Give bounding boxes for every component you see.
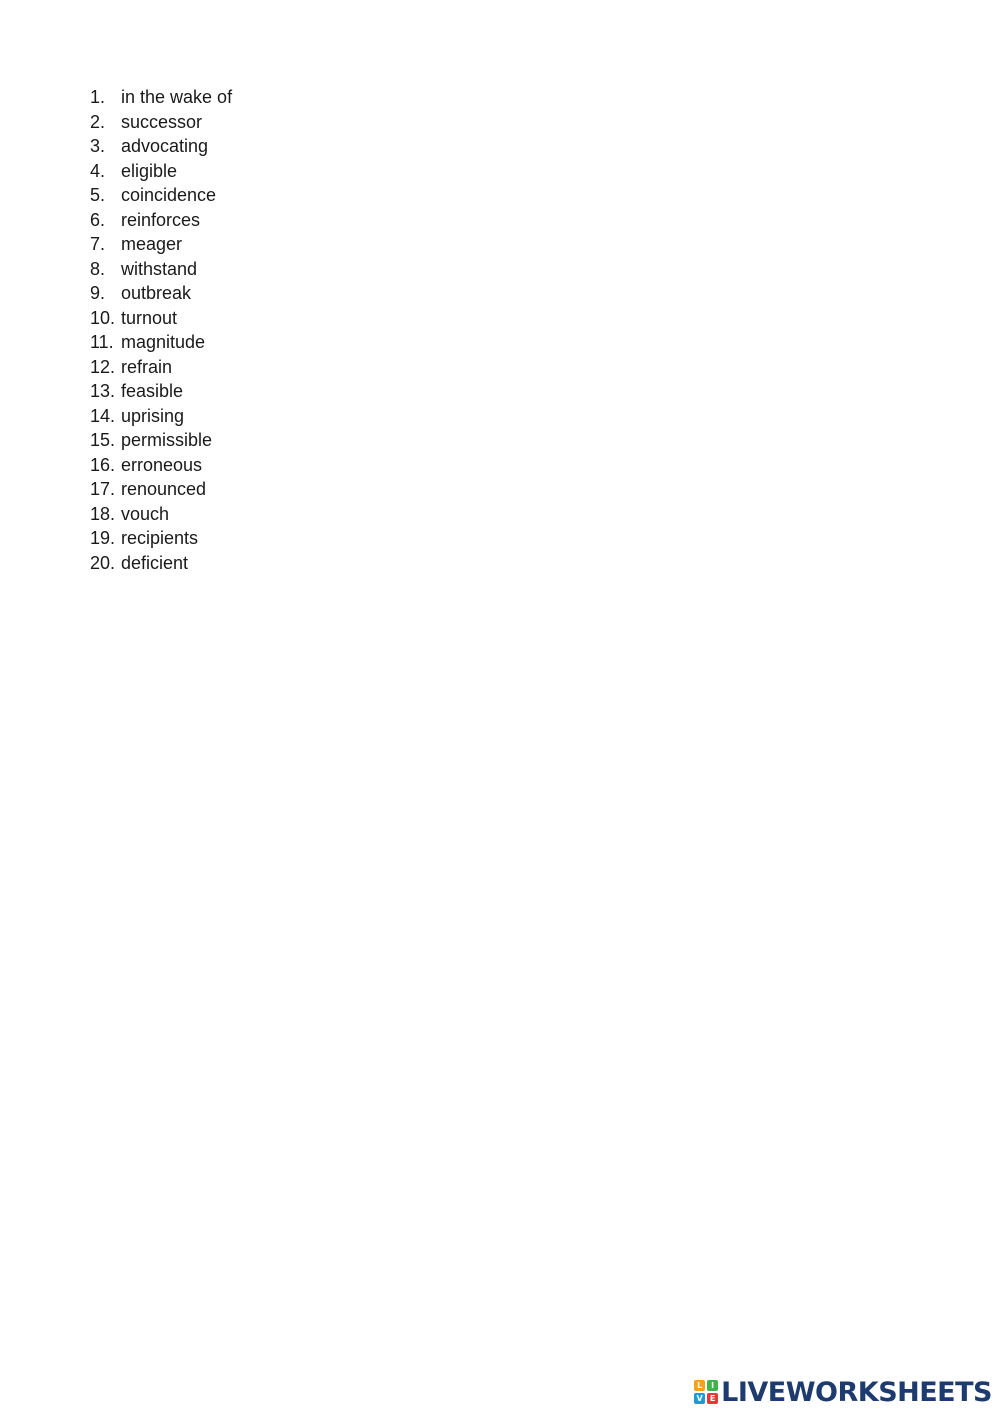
item-number: 15. (90, 430, 116, 450)
item-number: 11. (90, 332, 114, 352)
list-item (90, 85, 232, 110)
list-item (90, 502, 232, 527)
list-item (90, 404, 232, 429)
item-number: 4. (90, 160, 106, 181)
item-word: reinforces (121, 209, 201, 230)
item-word: refrain (121, 356, 173, 377)
item-number: 7. (90, 234, 106, 254)
item-word: recipients (121, 528, 199, 548)
logo-tile: I (707, 1380, 718, 1391)
item-number: 19. (90, 528, 116, 548)
list-item (90, 355, 232, 380)
item-word: successor (121, 111, 203, 132)
item-word: advocating (121, 136, 209, 156)
logo-tile: E (707, 1393, 718, 1404)
list-item (90, 306, 232, 331)
item-word: withstand (121, 258, 198, 279)
brand-wordmark: LIVEWORKSHEETS (721, 1376, 992, 1408)
logo-tile: L (694, 1380, 705, 1391)
list-item (90, 208, 232, 233)
item-number: 3. (90, 136, 106, 156)
item-number: 9. (90, 283, 106, 303)
logo-tile: V (694, 1393, 705, 1404)
list-item (90, 134, 232, 159)
list-item (90, 110, 232, 135)
item-number: 13. (90, 381, 116, 401)
liveworksheets-brand (694, 1377, 992, 1407)
list-item (90, 379, 232, 404)
answer-list (90, 85, 232, 575)
list-item (90, 330, 232, 355)
item-number: 17. (90, 479, 116, 499)
item-word: vouch (121, 503, 170, 524)
list-item (90, 453, 232, 478)
item-word: deficient (121, 552, 189, 573)
list-item (90, 428, 232, 453)
item-word: erroneous (121, 454, 203, 475)
item-number: 18. (90, 503, 116, 524)
item-number: 1. (90, 87, 106, 107)
list-item (90, 183, 232, 208)
item-word: permissible (121, 430, 213, 450)
item-word: coincidence (121, 185, 217, 205)
item-word: uprising (121, 405, 185, 426)
item-word: in the wake of (121, 87, 233, 107)
item-number: 14. (90, 405, 116, 426)
item-word: feasible (121, 381, 184, 401)
list-item (90, 257, 232, 282)
item-word: outbreak (121, 283, 192, 303)
item-word: magnitude (121, 332, 206, 352)
list-item (90, 477, 232, 502)
item-number: 20. (90, 552, 116, 573)
list-item (90, 232, 232, 257)
item-number: 10. (90, 307, 116, 328)
liveworksheets-logo-icon (694, 1380, 718, 1404)
item-number: 6. (90, 209, 106, 230)
list-item (90, 551, 232, 576)
item-number: 12. (90, 356, 116, 377)
item-word: renounced (121, 479, 207, 499)
list-item (90, 159, 232, 184)
item-number: 16. (90, 454, 116, 475)
list-item (90, 281, 232, 306)
item-word: eligible (121, 160, 178, 181)
item-number: 8. (90, 258, 106, 279)
item-number: 5. (90, 185, 106, 205)
item-word: turnout (121, 307, 178, 328)
list-item (90, 526, 232, 551)
item-number: 2. (90, 111, 106, 132)
item-word: meager (121, 234, 183, 254)
